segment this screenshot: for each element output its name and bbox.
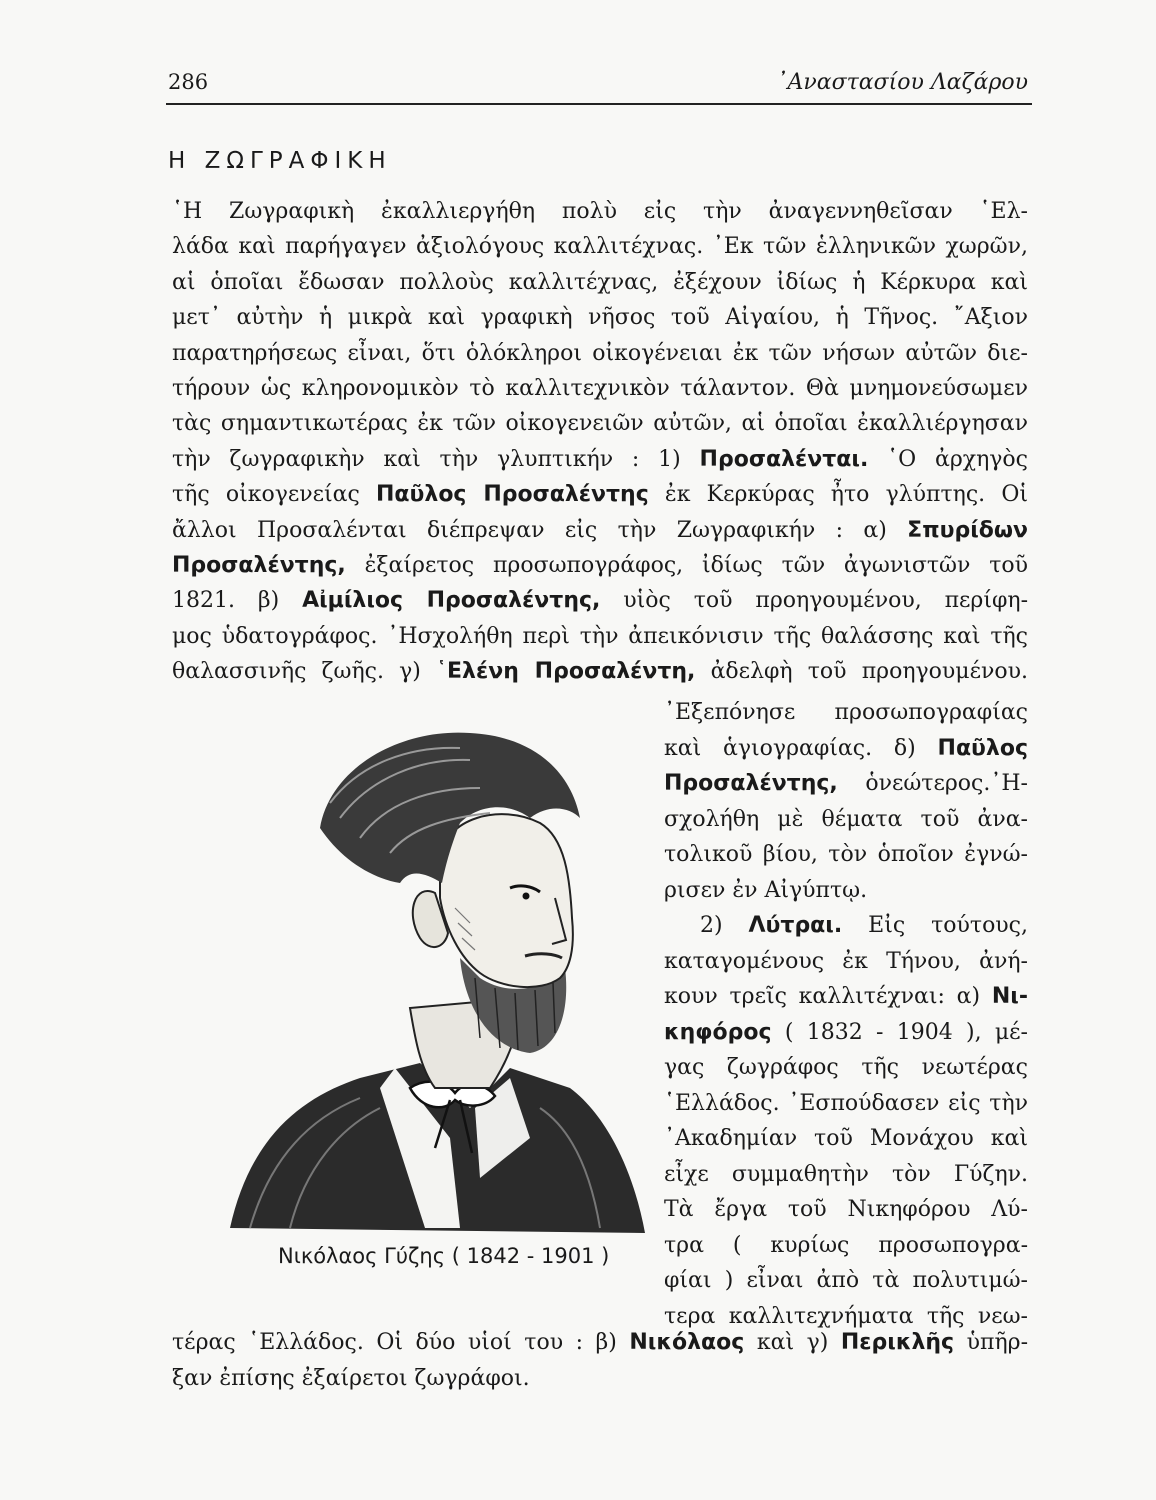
text-line [172, 408, 1028, 442]
text-line [664, 981, 1028, 1015]
text-line [172, 444, 1028, 478]
text-line [664, 910, 1028, 944]
text-run: ἐκ Κερκύρας ἦτο γλύπτης. Οἱ [648, 482, 1028, 508]
text-run: τρα ( κυρίως προσωπογρα- [664, 1232, 1028, 1258]
text-run: ὁνεώτερος.᾽Η- [837, 771, 1028, 796]
bold-name: Παῦλος [937, 735, 1028, 761]
text-run: ῾Ελλάδος. ᾽Εσπούδασεν εἰς τὴν [664, 1090, 1028, 1116]
bold-name: Νι- [991, 984, 1028, 1009]
text-run: Τὰ ἔργα τοῦ Νικηφόρου Λύ- [664, 1197, 1028, 1222]
text-run: γας ζωγράφος τῆς νεωτέρας [664, 1055, 1028, 1080]
text-line [664, 839, 1028, 873]
text-run: Εἰς τούτους, [842, 913, 1028, 938]
text-line [664, 1194, 1028, 1228]
text-run: τέρας ῾Ελλάδος. Οἱ δύο υἱοί του : β) [172, 1330, 630, 1355]
text-run: λάδα καὶ παρήγαγεν ἀξιολόγους καλλιτέχνας. ᾽Εκ τῶν ἑλληνικῶν χωρῶν, [172, 234, 1028, 260]
text-run: ῾Ο ἀρχηγὸς [868, 446, 1028, 472]
text-run: αἱ ὁποῖαι ἔδωσαν πολλοὺς καλλιτέχνας, ἐξέχουν ἰδίως ἡ Κέρκυρα καὶ [172, 269, 1028, 295]
text-line [664, 804, 1028, 838]
text-line [172, 550, 1028, 584]
text-line [172, 585, 1028, 619]
text-run: φίαι ) εἶναι ἀπὸ τὰ πολυτιμώ- [664, 1268, 1028, 1293]
bold-name: Νικόλαος [629, 1330, 745, 1355]
bold-name: Προσαλένται. [699, 446, 869, 472]
text-run: ῾Η Ζωγραφικὴ ἐκαλλιεργήθη πολὺ εἰς τὴν ἀναγεννηθεῖσαν ῾Ελ- [172, 199, 1028, 224]
text-line [664, 768, 1028, 802]
text-line [664, 1052, 1028, 1086]
text-run: 2) [700, 913, 749, 938]
text-line [172, 1327, 1028, 1361]
text-run: τολικοῦ βίου, τὸν ὁποῖον ἐγνώ- [664, 842, 1028, 867]
text-line [664, 1017, 1028, 1051]
text-line [172, 338, 1028, 372]
bold-name: Λύτραι. [748, 913, 843, 938]
text-line [172, 231, 1028, 265]
running-header-author: ᾽Αναστασίου Λαζάρου [776, 70, 1028, 95]
text-run: υἱὸς τοῦ προηγουμένου, περίφη- [600, 588, 1028, 614]
text-run: τὴν ζωγραφικὴν καὶ τὴν γλυπτικήν : 1) [172, 446, 700, 472]
text-line [664, 946, 1028, 980]
bold-name: Σπυρίδων [907, 517, 1028, 543]
text-run: ᾽Εξεπόνησε προσωπογραφίας [664, 700, 1028, 725]
text-run: ὑπῆρ- [954, 1330, 1028, 1355]
portrait-caption: Νικόλαος Γύζης ( 1842 - 1901 ) [278, 1244, 610, 1268]
page-number: 286 [168, 70, 209, 94]
text-line [664, 733, 1028, 767]
bold-name: Προσαλέντης, [172, 553, 346, 578]
text-line [172, 515, 1028, 549]
text-run: ἐξαίρετος προσωπογράφος, ἰδίως τῶν ἀγωνιστῶν τοῦ [345, 553, 1028, 578]
bold-name: Περικλῆς [840, 1330, 955, 1355]
text-run: τερα καλλιτεχνήματα τῆς νεω- [664, 1303, 1028, 1329]
text-run: ρισεν ἐν Αἰγύπτῳ. [664, 877, 868, 903]
text-line [172, 1363, 1028, 1397]
text-line [172, 373, 1028, 407]
text-run: παρατηρήσεως εἶναι, ὅτι ὁλόκληροι οἰκογένειαι ἐκ τῶν νήσων αὐτῶν διε- [172, 340, 1028, 366]
text-line [664, 875, 1028, 909]
text-line [664, 1123, 1028, 1157]
text-line [172, 479, 1028, 513]
text-run: τήρουν ὡς κληρονομικὸν τὸ καλλιτεχνικὸν τάλαντον. Θὰ μνημονεύσωμεν [172, 376, 1028, 401]
bold-name: Αἰμίλιος Προσαλέντης, [302, 588, 601, 614]
text-run: καταγομένους ἐκ Τήνου, ἀνή- [664, 948, 1028, 974]
text-line [664, 1088, 1028, 1122]
header-rule [166, 103, 1032, 105]
bold-name: Παῦλος Προσαλέντης [376, 482, 649, 508]
text-run: τῆς οἰκογενείας [172, 482, 377, 508]
text-line [172, 656, 1028, 690]
text-run: ἄλλοι Προσαλένται διέπρεψαν εἰς τὴν Ζωγραφικήν : α) [172, 517, 908, 543]
text-run: κουν τρεῖς καλλιτέχναι: α) [664, 984, 992, 1009]
text-run: μος ὑδατογράφος. ᾽Ησχολήθη περὶ τὴν ἀπεικόνισιν τῆς θαλάσσης καὶ τῆς [172, 623, 1028, 649]
text-run: τὰς σημαντικωτέρας ἐκ τῶν οἰκογενειῶν αὐτῶν, αἱ ὁποῖαι ἐκαλλιέργησαν [172, 411, 1028, 437]
text-run: 1821. β) [172, 588, 303, 614]
text-line [664, 1265, 1028, 1299]
text-run: μετ᾽ αὐτὴν ἡ μικρὰ καὶ γραφικὴ νῆσος τοῦ Αἰγαίου, ἡ Τῆνος. ῎Αξιον [172, 305, 1028, 331]
text-run: ξαν ἐπίσης ἐξαίρετοι ζωγράφοι. [172, 1365, 530, 1391]
text-line [664, 697, 1028, 731]
text-line [172, 621, 1028, 655]
section-title: Η ΖΩΓΡΑΦΙΚΗ [168, 148, 392, 174]
text-run: καὶ ἁγιογραφίας. δ) [664, 735, 938, 761]
text-run: ἀδελφὴ τοῦ προηγουμένου. [695, 659, 1028, 685]
portrait-engraving [210, 708, 650, 1238]
bold-name: ῾Ελένη Προσαλέντη, [436, 659, 696, 685]
text-run: θαλασσινῆς ζωῆς. γ) [172, 659, 437, 685]
text-line [172, 196, 1028, 230]
bold-name: κηφόρος [664, 1019, 772, 1045]
text-run: σχολήθη μὲ θέματα τοῦ ἀνα- [664, 806, 1028, 832]
text-run: καὶ γ) [744, 1330, 841, 1355]
text-line [172, 267, 1028, 301]
text-run: εἶχε συμμαθητὴν τὸν Γύζην. [664, 1161, 1028, 1187]
bold-name: Προσαλέντης, [664, 771, 838, 796]
text-line [664, 1159, 1028, 1193]
text-run: ( 1832 - 1904 ), μέ- [771, 1019, 1028, 1045]
text-run: ᾽Ακαδημίαν τοῦ Μονάχου καὶ [664, 1126, 1028, 1151]
text-line [172, 302, 1028, 336]
text-line [664, 1230, 1028, 1264]
